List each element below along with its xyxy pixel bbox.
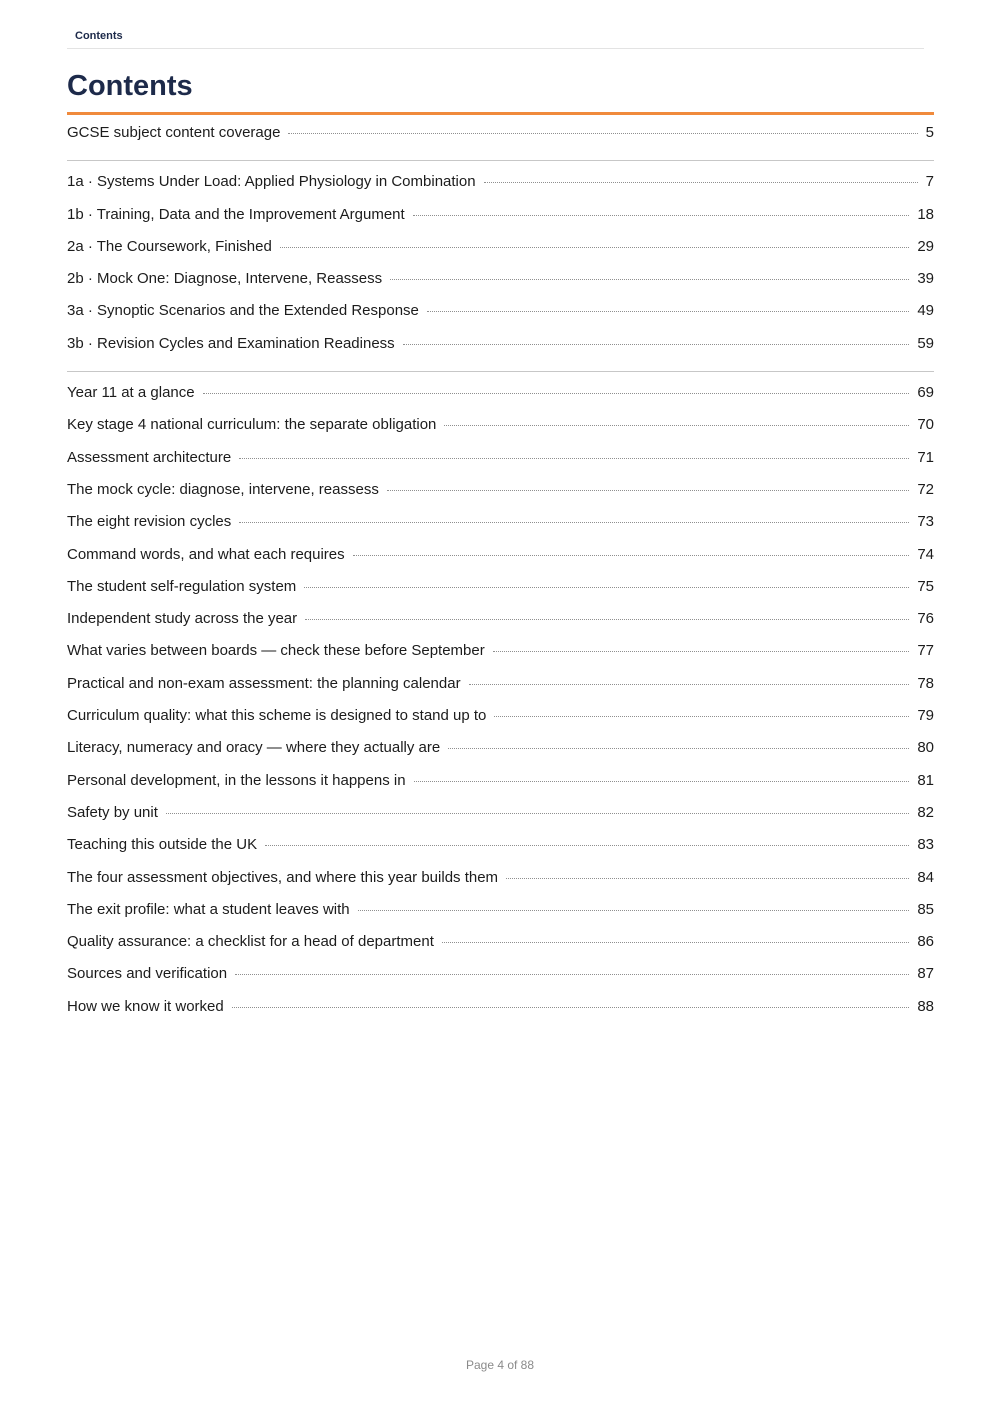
toc-entry-title: The exit profile: what a student leaves with — [67, 900, 350, 918]
toc-dot-leader — [166, 813, 909, 814]
toc-entry[interactable] — [67, 169, 934, 201]
toc-entry[interactable] — [67, 735, 934, 767]
toc-entry[interactable] — [67, 768, 934, 800]
toc-entry-page-number: 83 — [917, 836, 934, 854]
toc-dot-leader — [469, 684, 910, 685]
toc-dot-leader — [203, 393, 910, 394]
toc-dot-leader — [358, 910, 910, 911]
toc-entry[interactable] — [67, 929, 934, 961]
toc-entry-title: 2a · The Coursework, Finished — [67, 237, 272, 255]
toc-entry-title: What varies between boards — check these before September — [67, 642, 485, 660]
toc-dot-leader — [239, 522, 909, 523]
toc-entry-title: The mock cycle: diagnose, intervene, reassess — [67, 480, 379, 498]
toc-entry[interactable] — [67, 542, 934, 574]
toc-entry[interactable] — [67, 234, 934, 266]
toc-entry-page-number: 69 — [917, 384, 934, 402]
toc-entry-page-number: 18 — [917, 205, 934, 223]
toc-entry-title: Personal development, in the lessons it happens in — [67, 771, 406, 789]
toc-entry-title: Teaching this outside the UK — [67, 836, 258, 854]
toc-entry-title: 3a · Synoptic Scenarios and the Extended Response — [67, 302, 419, 320]
toc-entry[interactable] — [67, 120, 934, 152]
toc-dot-leader — [403, 344, 910, 345]
toc-dot-leader — [413, 215, 910, 216]
toc-dot-leader — [280, 247, 909, 248]
toc-entry[interactable] — [67, 897, 934, 929]
toc-dot-leader — [493, 651, 910, 652]
toc-entry-title: Key stage 4 national curriculum: the separate obligation — [67, 416, 437, 434]
toc-entry-title: Curriculum quality: what this scheme is designed to stand up to — [67, 707, 487, 725]
toc-entry[interactable] — [67, 509, 934, 541]
toc-entry[interactable] — [67, 703, 934, 735]
toc-dot-leader — [305, 619, 909, 620]
toc-dot-leader — [484, 182, 918, 183]
toc-dot-leader — [414, 781, 910, 782]
toc-entry-page-number: 7 — [925, 173, 934, 191]
toc-entry-page-number: 29 — [917, 237, 934, 255]
toc-entry-title: The four assessment objectives, and where this year builds them — [67, 868, 499, 886]
toc-entry-title: The student self-regulation system — [67, 577, 297, 595]
toc-entry-page-number: 77 — [917, 642, 934, 660]
toc-dot-leader — [442, 942, 909, 943]
toc-entry-title: Literacy, numeracy and oracy — where they actually are — [67, 739, 441, 757]
toc-entry-page-number: 70 — [917, 416, 934, 434]
toc-entry[interactable] — [67, 961, 934, 993]
toc-entry-page-number: 82 — [917, 803, 934, 821]
toc-entry[interactable] — [67, 331, 934, 363]
running-header: Contents — [67, 30, 924, 49]
toc-entry[interactable] — [67, 202, 934, 234]
toc-entry-title: Year 11 at a glance — [67, 384, 195, 402]
toc-entry-page-number: 39 — [917, 270, 934, 288]
toc-entry[interactable] — [67, 865, 934, 897]
toc-entry-title: Practical and non-exam assessment: the planning calendar — [67, 674, 461, 692]
toc-dot-leader — [506, 878, 909, 879]
toc-entry[interactable] — [67, 832, 934, 864]
toc-entry-title: Quality assurance: a checklist for a head of department — [67, 933, 434, 951]
toc-dot-leader — [353, 555, 910, 556]
toc-entry-title: GCSE subject content coverage — [67, 124, 281, 141]
toc-entry[interactable] — [67, 574, 934, 606]
toc-entry-page-number: 75 — [917, 577, 934, 595]
toc-dot-leader — [235, 974, 909, 975]
toc-entry-page-number: 81 — [917, 771, 934, 789]
toc-entry-page-number: 73 — [917, 513, 934, 531]
toc-entry[interactable] — [67, 412, 934, 444]
toc-entry-title: The eight revision cycles — [67, 513, 232, 531]
toc-entry-title: How we know it worked — [67, 997, 224, 1015]
toc-dot-leader — [390, 279, 909, 280]
page-title: Contents — [67, 70, 934, 115]
toc-dot-leader — [232, 1007, 910, 1008]
toc-entry[interactable] — [67, 380, 934, 412]
toc-dot-leader — [444, 425, 909, 426]
toc-entry-page-number: 72 — [917, 480, 934, 498]
toc-entry[interactable] — [67, 298, 934, 330]
toc-entry-title: Independent study across the year — [67, 610, 298, 628]
toc-entry-page-number: 59 — [917, 334, 934, 352]
toc-entry-title: Sources and verification — [67, 965, 228, 983]
toc-entry[interactable] — [67, 671, 934, 703]
toc-entry[interactable] — [67, 445, 934, 477]
toc-entry-page-number: 86 — [917, 933, 934, 951]
toc-dot-leader — [239, 458, 909, 459]
page-footer: Page 4 of 88 — [465, 1358, 535, 1372]
toc-entry-title: 2b · Mock One: Diagnose, Intervene, Reassess — [67, 270, 383, 288]
toc-entry-title: Assessment architecture — [67, 448, 232, 466]
toc-dot-leader — [387, 490, 909, 491]
toc-entry-page-number: 79 — [917, 707, 934, 725]
toc-dot-leader — [304, 587, 909, 588]
toc-entry-title: 3b · Revision Cycles and Examination Readiness — [67, 334, 395, 352]
toc-entry[interactable] — [67, 800, 934, 832]
toc-entry-title: 1a · Systems Under Load: Applied Physiology in Combination — [67, 173, 476, 191]
toc-entry-page-number: 49 — [917, 302, 934, 320]
toc-entry-page-number: 71 — [917, 448, 934, 466]
toc-group — [67, 120, 934, 152]
toc-dot-leader — [288, 133, 917, 134]
toc-entry-title: Command words, and what each requires — [67, 545, 345, 563]
toc-dot-leader — [427, 311, 909, 312]
toc-entry-page-number: 85 — [917, 900, 934, 918]
toc-group — [67, 160, 934, 363]
toc-entry-page-number: 84 — [917, 868, 934, 886]
toc-entry[interactable] — [67, 638, 934, 670]
toc-dot-leader — [448, 748, 909, 749]
toc-dot-leader — [494, 716, 909, 717]
toc-entry-page-number: 74 — [917, 545, 934, 563]
toc-entry[interactable] — [67, 606, 934, 638]
table-of-contents — [67, 120, 934, 1026]
toc-entry[interactable] — [67, 266, 934, 298]
toc-entry-title: 1b · Training, Data and the Improvement Argument — [67, 205, 405, 223]
toc-entry-page-number: 76 — [917, 610, 934, 628]
toc-dot-leader — [265, 845, 909, 846]
toc-entry-page-number: 78 — [917, 674, 934, 692]
toc-entry-page-number: 5 — [925, 124, 934, 141]
toc-entry-title: Safety by unit — [67, 803, 158, 821]
toc-entry-page-number: 87 — [917, 965, 934, 983]
toc-entry-page-number: 80 — [917, 739, 934, 757]
toc-entry-page-number: 88 — [917, 997, 934, 1015]
toc-entry[interactable] — [67, 477, 934, 509]
toc-group — [67, 371, 934, 1026]
toc-entry[interactable] — [67, 994, 934, 1026]
